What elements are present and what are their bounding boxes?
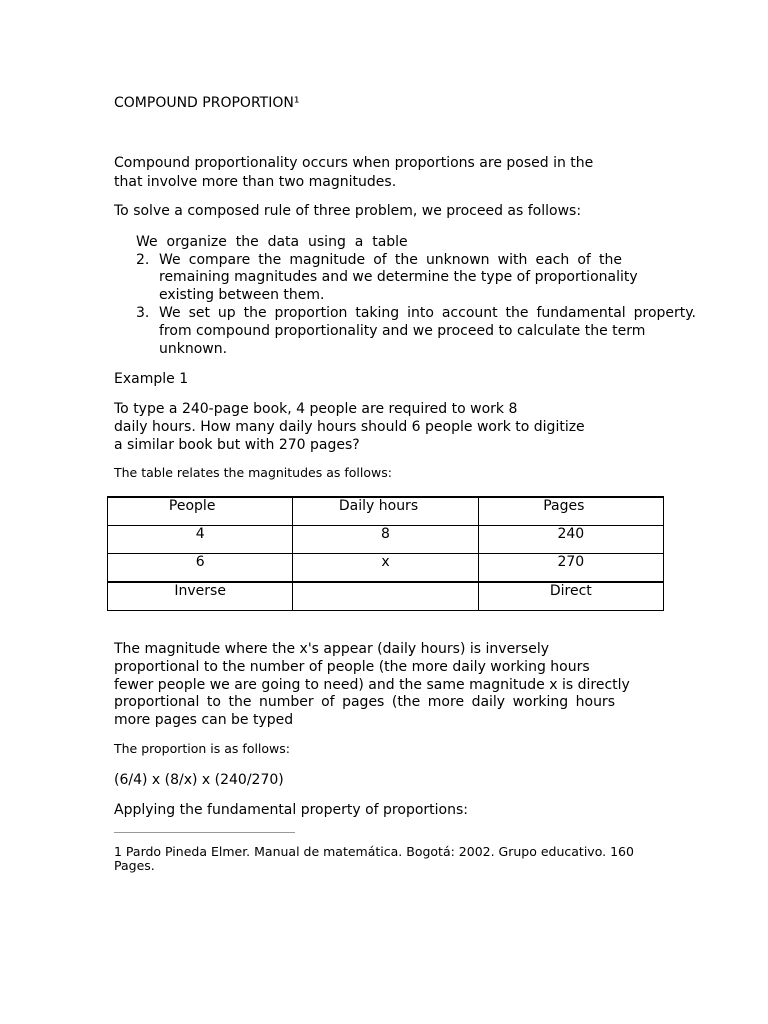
explanation-word: daily — [471, 694, 506, 710]
footnote-separator — [114, 832, 295, 833]
explanation-word: more — [427, 694, 465, 710]
step-2-word: We — [159, 252, 181, 268]
explanation-line: proportional to the number of people (the more daily working hours — [114, 659, 590, 675]
example-line: daily hours. How many daily hours should 6 people work to digitize — [114, 419, 585, 435]
table-cell — [293, 582, 478, 611]
table-cell: 4 — [108, 526, 293, 554]
step-3-word: property. — [633, 305, 696, 321]
table-header-cell: Daily hours — [293, 497, 478, 526]
step-3-word: into — [407, 305, 434, 321]
step-2-number: 2. — [136, 252, 150, 268]
explanation-word: (the — [391, 694, 421, 710]
table-cell: 240 — [478, 526, 663, 554]
proportion-formula: (6/4) x (8/x) x (240/270) — [114, 772, 284, 788]
step-3-word: We — [159, 305, 181, 321]
magnitudes-table — [107, 496, 664, 611]
step-3-line — [159, 304, 696, 322]
step-2-word: magnitude — [289, 252, 366, 268]
solve-intro: To solve a composed rule of three problem, we proceed as follows: — [114, 203, 582, 219]
table-row — [108, 554, 664, 583]
step-3-word: proportion — [274, 305, 348, 321]
table-row — [108, 582, 664, 611]
step-2-line — [159, 251, 622, 269]
explanation-word: number — [258, 694, 314, 710]
table-cell: x — [293, 554, 478, 583]
step-3-word: taking — [355, 305, 400, 321]
step-2-word: compare — [188, 252, 251, 268]
step-3-word: set — [188, 305, 210, 321]
table-cell: 6 — [108, 554, 293, 583]
proportion-intro: The proportion is as follows: — [114, 741, 291, 756]
explanation-line: more pages can be typed — [114, 712, 294, 728]
intro-line: that involve more than two magnitudes. — [114, 174, 397, 190]
step-3-word: account — [441, 305, 498, 321]
explanation-word: the — [228, 694, 252, 710]
explanation-line — [114, 693, 615, 711]
page-title: COMPOUND PROPORTION¹ — [114, 95, 300, 111]
step-2-word: the — [598, 252, 622, 268]
explanation-line: The magnitude where the x's appear (daily hours) is inversely — [114, 641, 550, 657]
intro-line: Compound proportionality occurs when proportions are posed in the — [114, 155, 594, 171]
step-3-line: unknown. — [159, 341, 228, 357]
table-cell: 270 — [478, 554, 663, 583]
explanation-line: fewer people we are going to need) and the same magnitude x is directly — [114, 677, 630, 693]
step-2-line: remaining magnitudes and we determine the type of proportionality — [159, 269, 638, 285]
footnote-line: 1 Pardo Pineda Elmer. Manual de matemática. Bogotá: 2002. Grupo educativo. 160 — [114, 844, 634, 859]
table-cell: Inverse — [108, 582, 293, 611]
example-line: a similar book but with 270 pages? — [114, 437, 360, 453]
explanation-word: hours — [575, 694, 615, 710]
table-header-row — [108, 497, 664, 526]
table-cell: Direct — [478, 582, 663, 611]
step-3-line: from compound proportionality and we proceed to calculate the term — [159, 323, 646, 339]
step-3-word: the — [243, 305, 267, 321]
step-2-word: unknown — [425, 252, 490, 268]
explanation-word: pages — [342, 694, 385, 710]
step-2-word: each — [535, 252, 570, 268]
step-2-word: of — [373, 252, 387, 268]
table-header-cell: People — [108, 497, 293, 526]
example-line: To type a 240-page book, 4 people are required to work 8 — [114, 401, 518, 417]
step-2-line: existing between them. — [159, 287, 325, 303]
step-3-number: 3. — [136, 305, 150, 321]
step-2-word: the — [394, 252, 418, 268]
step-2-word: of — [577, 252, 591, 268]
example-title: Example 1 — [114, 371, 189, 387]
footnote-line: Pages. — [114, 858, 155, 873]
step-2-word: the — [258, 252, 282, 268]
explanation-word: to — [206, 694, 221, 710]
step-2-word: with — [497, 252, 528, 268]
step-3-word: up — [217, 305, 236, 321]
table-cell: 8 — [293, 526, 478, 554]
step-1: We organize the data using a table — [136, 234, 408, 250]
step-3-word: the — [505, 305, 529, 321]
table-header-cell: Pages — [478, 497, 663, 526]
table-row — [108, 526, 664, 554]
step-3-word: fundamental — [536, 305, 626, 321]
applying-text: Applying the fundamental property of proportions: — [114, 802, 468, 818]
explanation-word: of — [321, 694, 335, 710]
explanation-word: working — [512, 694, 569, 710]
explanation-word: proportional — [114, 694, 200, 710]
table-intro: The table relates the magnitudes as follows: — [114, 465, 392, 480]
